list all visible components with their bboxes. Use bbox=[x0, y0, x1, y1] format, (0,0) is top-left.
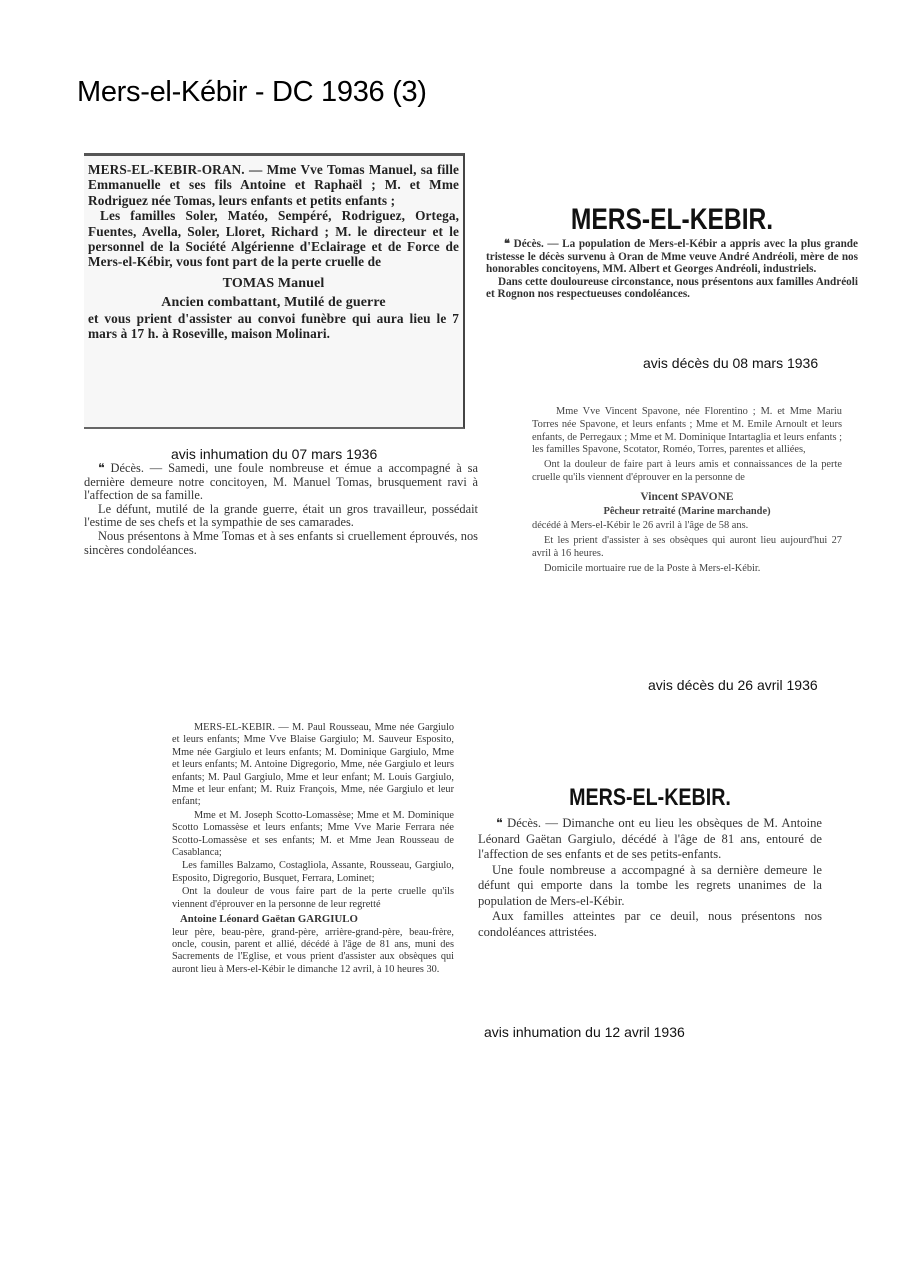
death-notice-gargiulo bbox=[172, 722, 454, 1072]
caption-deces-08-mars: avis décès du 08 mars 1936 bbox=[643, 355, 819, 371]
notice-paragraph: Une foule nombreuse a accompagné à sa dernière demeure le défunt qui emporte dans la tombe les regrets unanimes de la population de Mers-el-Kébir. bbox=[478, 862, 822, 908]
notice-closing: et vous prient d'assister au convoi funèbre qui aura lieu le 7 mars à 17 h. à Roseville, maison Molinari. bbox=[88, 310, 459, 342]
death-news-andreoli bbox=[486, 205, 858, 348]
notice-paragraph: Mme et M. Joseph Scotto-Lomassèse; Mme et M. Dominique Scotto Lomassèse et leurs enfants; Mme Vve Marie Ferrara née Scotto-Lomassèse et ses enfants; M. et Mme Jean Rousseau de Casablanca; bbox=[172, 809, 454, 859]
notice-paragraph: Le défunt, mutilé de la grande guerre, était un gros travailleur, possédait l'estime de ses chefs et la sympathie de ses camarades. bbox=[84, 501, 478, 530]
newspaper-heading: MERS-EL-KEBIR. bbox=[569, 784, 731, 811]
death-news-gargiulo bbox=[478, 784, 822, 996]
death-notice-spavone bbox=[532, 406, 842, 662]
deceased-name: TOMAS Manuel bbox=[222, 275, 325, 291]
notice-paragraph: Nous présentons à Mme Tomas et à ses enfants si cruellement éprouvés, nos sincères condoléances. bbox=[84, 528, 478, 557]
notice-paragraph: ❝ Décès. — La population de Mers-el-Kébir a appris avec la plus grande tristesse le décès survenu à Oran de Mme veuve André Andréoli, mère de nos honorables concitoyens, MM. Albert et Georges Andréoli, industriels. bbox=[486, 238, 858, 276]
notice-paragraph: Mme Vve Vincent Spavone, née Florentino ; M. et Mme Mariu Torres née Spavone, et leurs enfants ; Mme et M. Emile Arnoult et leurs enfants, de Perregaux ; Mme et M. Dominique Intartaglia et leurs enfants ; les familles Spavone, Scotator, Roméo, Torres, parentes et alliées, bbox=[532, 406, 842, 456]
newspaper-heading: MERS-EL-KEBIR. bbox=[570, 203, 774, 236]
notice-paragraph: MERS-EL-KEBIR-ORAN. — Mme Vve Tomas Manuel, sa fille Emmanuelle et ses fils Antoine et Raphaël ; M. et Mme Rodriguez née Tomas, leurs enfants et petits enfants ; bbox=[88, 162, 459, 208]
caption-inhumation-07-mars: avis inhumation du 07 mars 1936 bbox=[171, 446, 378, 462]
notice-paragraph: ❝ Décès. — Dimanche ont eu lieu les obsèques de M. Antoine Léonard Gaëtan Gargiulo, décédé à l'âge de 81 ans, entouré de l'affection de ses enfants et de ses petits-enfants. bbox=[478, 816, 822, 861]
death-news-tomas bbox=[84, 462, 478, 602]
notice-paragraph: MERS-EL-KEBIR. — M. Paul Rousseau, Mme née Gargiulo et leurs enfants; Mme Vve Blaise Gargiulo; M. Sauveur Esposito, Mme née Gargiulo et leurs enfants; M. Dominique Gargiulo, Mme et leurs enfants; M. Antoine Digregorio, Mme, née Gargiulo et leurs enfants; M. Paul Gargiulo, Mme et leur enfant; M. Louis Gargiulo, Mme et leur enfant; M. Ruiz François, Mme, née Gargiulo et leur enfant; bbox=[172, 722, 454, 808]
notice-paragraph: Ont la douleur de faire part à leurs amis et connaissances de la perte cruelle qu'ils viennent d'éprouver en la personne de bbox=[532, 459, 842, 483]
page-title: Mers-el-Kébir - DC 1936 (3) bbox=[77, 76, 427, 108]
caption-deces-26-avril: avis décès du 26 avril 1936 bbox=[648, 677, 818, 693]
notice-paragraph: Ont la douleur de vous faire part de la perte cruelle qu'ils viennent d'éprouver en la personne de leur regretté bbox=[172, 886, 454, 910]
notice-paragraph: Les familles Soler, Matéo, Sempéré, Rodriguez, Ortega, Fuentes, Avella, Soler, Lloret, Richard ; M. le directeur et le personnel de la Société Algérienne d'Eclairage et de Force de Mers-el-Kébir, vous font part de la perte cruelle de bbox=[88, 208, 459, 270]
deceased-name: Vincent SPAVONE bbox=[640, 490, 734, 503]
notice-paragraph: ❝ Décès. — Samedi, une foule nombreuse et émue a accompagné à sa dernière demeure notre concitoyen, M. Manuel Tomas, brusquement ravi à l'affection de sa famille. bbox=[84, 461, 478, 503]
notice-closing: Et les prient d'assister à ses obsèques qui auront lieu aujourd'hui 27 avril à 16 heures. bbox=[532, 535, 842, 559]
deceased-title: Ancien combattant, Mutilé de guerre bbox=[161, 295, 386, 311]
notice-closing: Domicile mortuaire rue de la Poste à Mers-el-Kébir. bbox=[544, 562, 761, 574]
notice-closing: leur père, beau-père, grand-père, arrière-grand-père, beau-frère, oncle, cousin, parent et allié, décédé à l'âge de 81 ans, muni des Sacrements de l'Eglise, et vous prient d'assister aux obsèques qui auront lieu à Mers-el-Kébir le dimanche 12 avril, à 10 heures 30. bbox=[172, 926, 454, 975]
notice-paragraph: Aux familles atteintes par ce deuil, nous présentons nos condoléances attristées. bbox=[478, 909, 822, 939]
caption-inhumation-12-avril: avis inhumation du 12 avril 1936 bbox=[484, 1024, 685, 1040]
deceased-title: Pêcheur retraité (Marine marchande) bbox=[603, 505, 771, 517]
notice-closing: décédé à Mers-el-Kébir le 26 avril à l'âge de 58 ans. bbox=[532, 520, 749, 532]
notice-paragraph: Les familles Balzamo, Costagliola, Assante, Rousseau, Gargiulo, Esposito, Digregorio, Busquet, Ferrara, Lominet; bbox=[172, 860, 454, 884]
notice-paragraph: Dans cette douloureuse circonstance, nous présentons aux familles Andréoli et Rognon nos respectueuses condoléances. bbox=[486, 275, 858, 301]
death-notice-tomas bbox=[84, 153, 465, 429]
deceased-name: Antoine Léonard Gaëtan GARGIULO bbox=[180, 913, 358, 926]
